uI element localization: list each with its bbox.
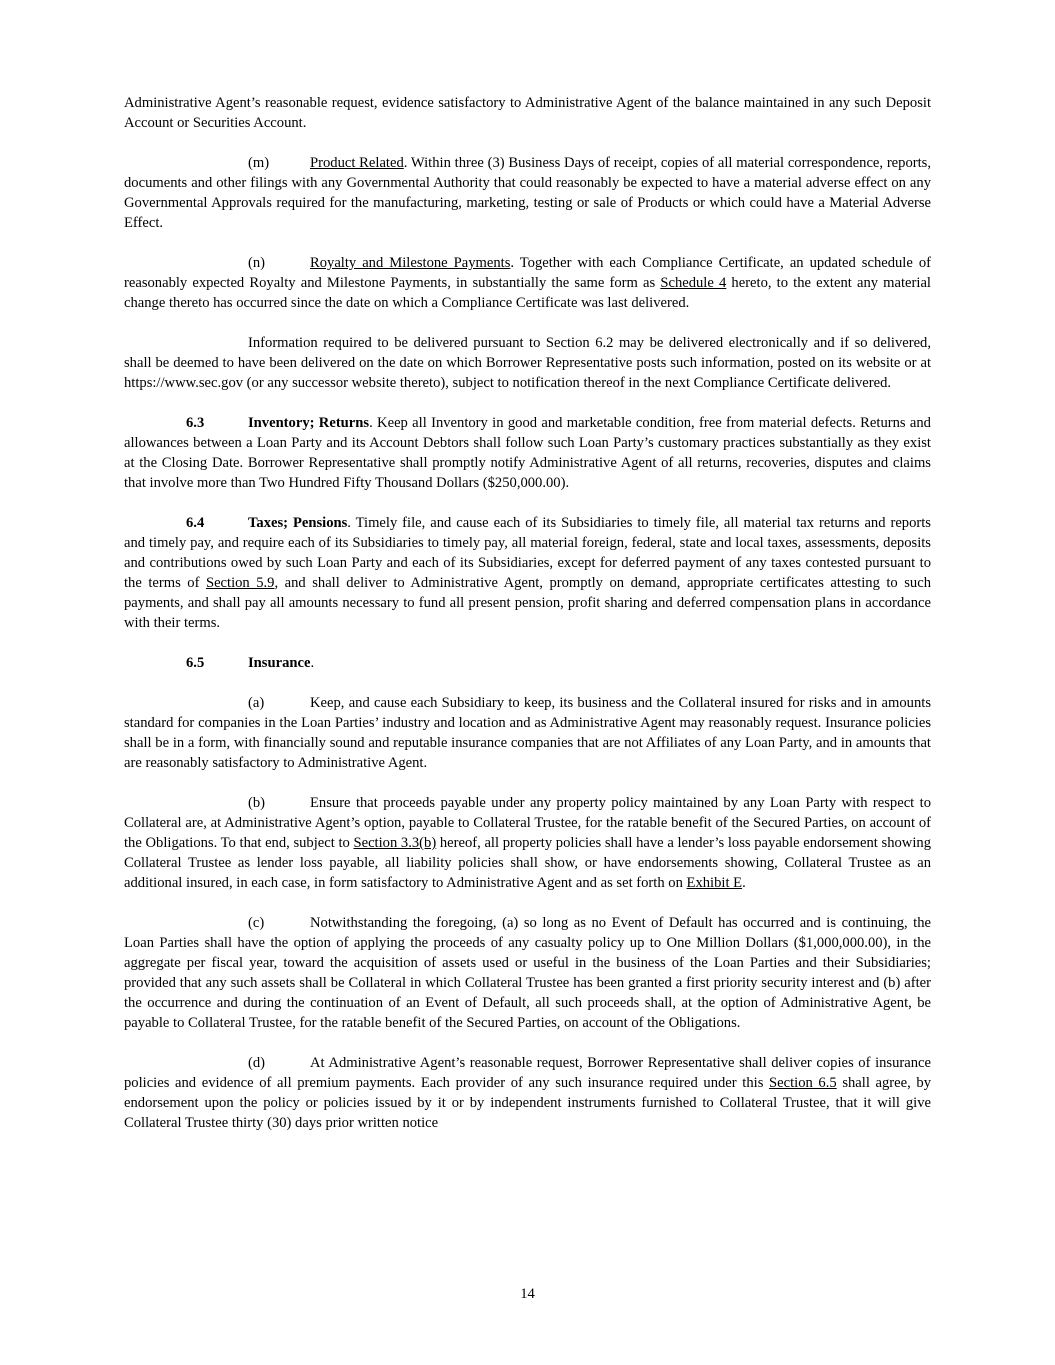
section-6-3-title: Inventory; Returns	[248, 415, 370, 431]
section-6-3-paragraph	[124, 413, 931, 493]
section-6-5-reference: Section 6.5	[769, 1075, 837, 1091]
info-paragraph: Information required to be delivered pursuant to Section 6.2 may be delivered electronically and if so delivered, shall be deemed to have been delivered on the date on which Borrower Representative posts such information, posted on its website or at https://www.sec.gov (or any successor website thereto), subject to notification thereof in the next Compliance Certificate delivered.	[124, 335, 931, 391]
item-a-text: Keep, and cause each Subsidiary to keep, its business and the Collateral insured for risks and in amounts standard for companies in the Loan Parties’ industry and location and as Administrative Agent may reasonably request. Insurance policies shall be in a form, with financially sound and reputable insurance companies that are not Affiliates of any Loan Party, and in amounts that are reasonably satisfactory to Administrative Agent.	[124, 695, 931, 771]
section-6-3-number: 6.3	[186, 415, 205, 431]
item-b-text-a: Ensure that proceeds payable under any property policy maintained by any Loan Party with respect to Collateral are, at Administrative Agent’s option, payable to Collateral Trustee, for the ratable benefit of the Secured Parties, on account of the Obligations. To that end, subject to	[124, 795, 931, 851]
continued-paragraph: Administrative Agent’s reasonable request, evidence satisfactory to Administrative Agent of the balance maintained in any such Deposit Account or Securities Account.	[124, 95, 931, 131]
document-body	[124, 93, 931, 1133]
exhibit-e-reference: Exhibit E	[686, 875, 743, 891]
section-5-9-reference: Section 5.9	[205, 575, 275, 591]
item-c-paragraph	[124, 913, 931, 1033]
section-6-4-paragraph	[124, 513, 931, 633]
section-6-5-period: .	[310, 655, 315, 671]
item-m-heading: Product Related	[310, 155, 404, 171]
item-b-text-b: hereof, all property policies shall have a lender’s loss payable endorsement showing Collateral Trustee as lender loss payable, all liability policies shall show, or have endorsements showing, Collateral Trustee as an additional insured, in each case, in form satisfactory to Administrative Agent and as set forth on	[124, 835, 931, 891]
item-a-label: (a)	[248, 695, 265, 711]
schedule-4-reference: Schedule 4	[660, 275, 727, 291]
item-b-text-c: .	[742, 875, 746, 891]
page-number: 14	[520, 1286, 535, 1302]
item-n-text-b: hereto, to the extent any material change thereto has occurred since the date on which a Compliance Certificate was last delivered.	[124, 275, 931, 311]
section-6-3-text: . Keep all Inventory in good and marketable condition, free from material defects. Returns and allowances between a Loan Party and its Account Debtors shall follow such Loan Party’s customary practices substantially as they exist at the Closing Date. Borrower Representative shall promptly notify Administrative Agent of all returns, recoveries, disputes and claims that involve more than Two Hundred Fifty Thousand Dollars ($250,000.00).	[124, 415, 931, 491]
item-m-label: (m)	[248, 155, 270, 171]
section-6-4-title: Taxes; Pensions	[248, 515, 348, 531]
item-c-label: (c)	[248, 915, 265, 931]
item-c-text: Notwithstanding the foregoing, (a) so long as no Event of Default has occurred and is continuing, the Loan Parties shall have the option of applying the proceeds of any casualty policy up to One Million Dollars ($1,000,000.00), in the aggregate per fiscal year, toward the acquisition of assets used or useful in the business of the Loan Parties and their Subsidiaries; provided that any such assets shall be Collateral in which Collateral Trustee has been granted a first priority security interest and (b) after the occurrence and during the continuation of an Event of Default, all such proceeds shall, at the option of Administrative Agent, be payable to Collateral Trustee, for the ratable benefit of the Secured Parties, on account of the Obligations.	[124, 915, 931, 1031]
item-a-paragraph	[124, 693, 931, 773]
item-n-label: (n)	[248, 255, 266, 271]
section-6-4-text-b: , and shall deliver to Administrative Agent, promptly on demand, appropriate certificates attesting to such payments, and shall pay all amounts necessary to fund all present pension, profit sharing and deferred compensation plans in accordance with their terms.	[124, 575, 931, 631]
item-m-paragraph	[124, 153, 931, 233]
item-d-paragraph	[124, 1053, 931, 1133]
item-m-text: . Within three (3) Business Days of receipt, copies of all material correspondence, reports, documents and other filings with any Governmental Authority that could reasonably be expected to have a material adverse effect on any Governmental Approvals required for the manufacturing, marketing, testing or sale of Products or which could have a Material Adverse Effect.	[124, 155, 931, 231]
item-d-text-b: shall agree, by endorsement upon the policy or policies issued by it or by independent instruments furnished to Collateral Trustee, that it will give Collateral Trustee thirty (30) days prior written notice	[124, 1075, 932, 1131]
section-6-5-number: 6.5	[186, 655, 205, 671]
item-d-label: (d)	[248, 1055, 266, 1071]
section-6-5-title: Insurance	[248, 655, 311, 671]
section-6-5-heading	[124, 653, 931, 673]
item-n-heading: Royalty and Milestone Payments	[310, 255, 511, 271]
section-3-3-b-reference: Section 3.3(b)	[353, 835, 437, 851]
item-b-label: (b)	[248, 795, 266, 811]
item-n-text-a: . Together with each Compliance Certificate, an updated schedule of reasonably expected Royalty and Milestone Payments, in substantially the same form as	[124, 255, 931, 291]
section-6-4-number: 6.4	[186, 515, 205, 531]
item-d-text-a: At Administrative Agent’s reasonable request, Borrower Representative shall deliver copies of insurance policies and evidence of all premium payments. Each provider of any such insurance required under this	[124, 1055, 931, 1091]
section-6-4-text-a: . Timely file, and cause each of its Subsidiaries to timely file, all material tax returns and reports and timely pay, and require each of its Subsidiaries to timely pay, all material foreign, federal, state and local taxes, assessments, deposits and contributions owed by such Loan Party and each of its Subsidiaries, except for deferred payment of any taxes contested pursuant to the terms of	[124, 515, 931, 591]
item-b-paragraph	[124, 793, 931, 893]
item-n-paragraph	[124, 253, 931, 313]
